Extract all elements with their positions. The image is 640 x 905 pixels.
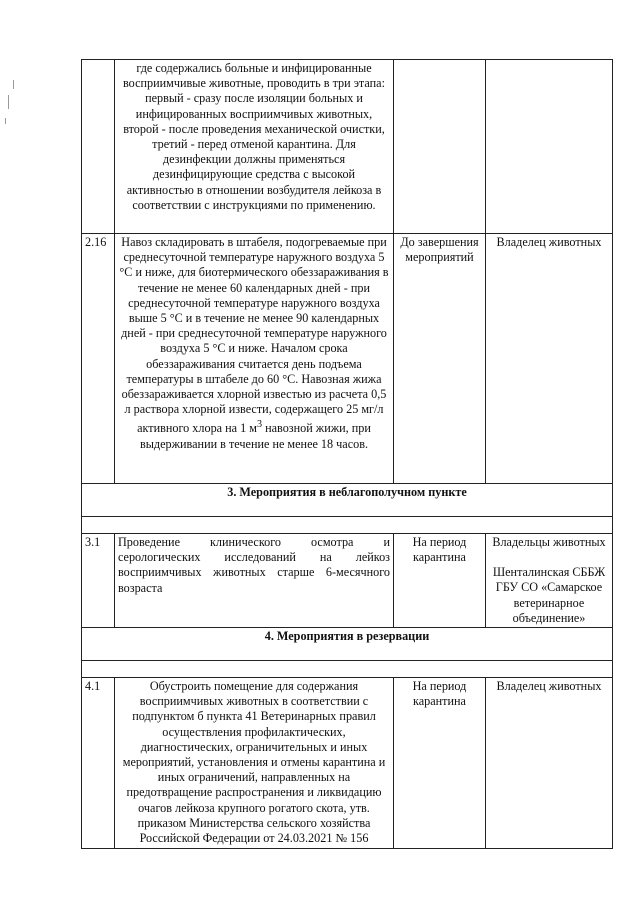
spacer-cell xyxy=(82,661,613,678)
cell-measure-text: Обустроить помещение для содержания восприимчивых животных в соответствии с подпунктом б пункта 41 Ветеринарных правил осуществления профилактических, диагностических, ограничительных и иных мероприятий, установления и отмены карантина и иных ограничений, направленных на предотвращение распространения и ликвидацию очагов лейкоза крупного рогатого скота, утв. приказом Министерства сельского хозяйства Российской Федерации от 24.03.2021 № 156 xyxy=(115,678,394,849)
spacer-row xyxy=(82,517,613,534)
table-row-continuation xyxy=(82,60,613,234)
cell-measure-text xyxy=(115,234,394,484)
measure-text-part: навозной жижи, при выдерживании в течение не менее 18 часов. xyxy=(139,421,371,451)
cell-term: На период карантина xyxy=(394,678,486,849)
table-row-4-1 xyxy=(82,678,613,849)
cell-measure-text: где содержались больные и инфицированные восприимчивые животные, проводить в три этапа: первый - сразу после изоляции больных и инфицированных восприимчивых животных, второй - после проведения механической очистки, третий - перед отменой карантина. Для дезинфекции должны применяться дезинфицирующие средства с высокой активностью в отношении возбудителя лейкоза в соответствии с инструкциями по применению. xyxy=(115,60,394,234)
scan-mark xyxy=(5,118,6,124)
cell-measure-text: Проведение клинического осмотра и серологических исследований на лейкоз восприимчивых животных старше 6-месячного возраста xyxy=(115,534,394,628)
cell-responsible: Владелец животных xyxy=(486,234,613,484)
cell-responsible xyxy=(486,534,613,628)
cell-responsible xyxy=(486,60,613,234)
responsible-vet-station: Шенталинская СББЖ ГБУ СО «Самарское ветеринарное объединение» xyxy=(492,565,606,625)
spacer-cell xyxy=(82,517,613,534)
section-title: 4. Мероприятия в резервации xyxy=(82,628,613,661)
spacer-row xyxy=(82,661,613,678)
table-row-3-1 xyxy=(82,534,613,628)
measure-text-part: Навоз складировать в штабеля, подогреваемые при среднесуточной температуре наружного воздуха 5 °С и ниже, для биотермического обеззараживания в течение не менее 60 календарных дней - при среднесуточной температуре наружного воздуха выше 5 °С и в течение не менее 90 календарных дней - при среднесуточной температуре наружного воздуха 5 °С и ниже. Началом срока обеззараживания считается день подъема температуры в штабеле до 60 °С. Навозная жижа обеззараживается хлорной известью из расчета 0,5 л раствора хлорной извести, содержащего 25 мг/л активного хлора на 1 м xyxy=(119,235,389,436)
scan-mark xyxy=(13,80,14,89)
section-header-4 xyxy=(82,628,613,661)
cell-term xyxy=(394,60,486,234)
responsible-owners: Владельцы животных xyxy=(492,535,606,549)
cell-number: 3.1 xyxy=(82,534,115,628)
cell-number: 4.1 xyxy=(82,678,115,849)
section-header-3 xyxy=(82,484,613,517)
cell-term: На период карантина xyxy=(394,534,486,628)
table-row-2-16 xyxy=(82,234,613,484)
cell-responsible: Владелец животных xyxy=(486,678,613,849)
cell-term: До завершения мероприятий xyxy=(394,234,486,484)
superscript-3: 3 xyxy=(256,419,263,431)
section-title: 3. Мероприятия в неблагополучном пункте xyxy=(82,484,613,517)
measures-table xyxy=(81,59,613,849)
cell-number: 2.16 xyxy=(82,234,115,484)
scan-mark xyxy=(8,95,9,109)
cell-number xyxy=(82,60,115,234)
